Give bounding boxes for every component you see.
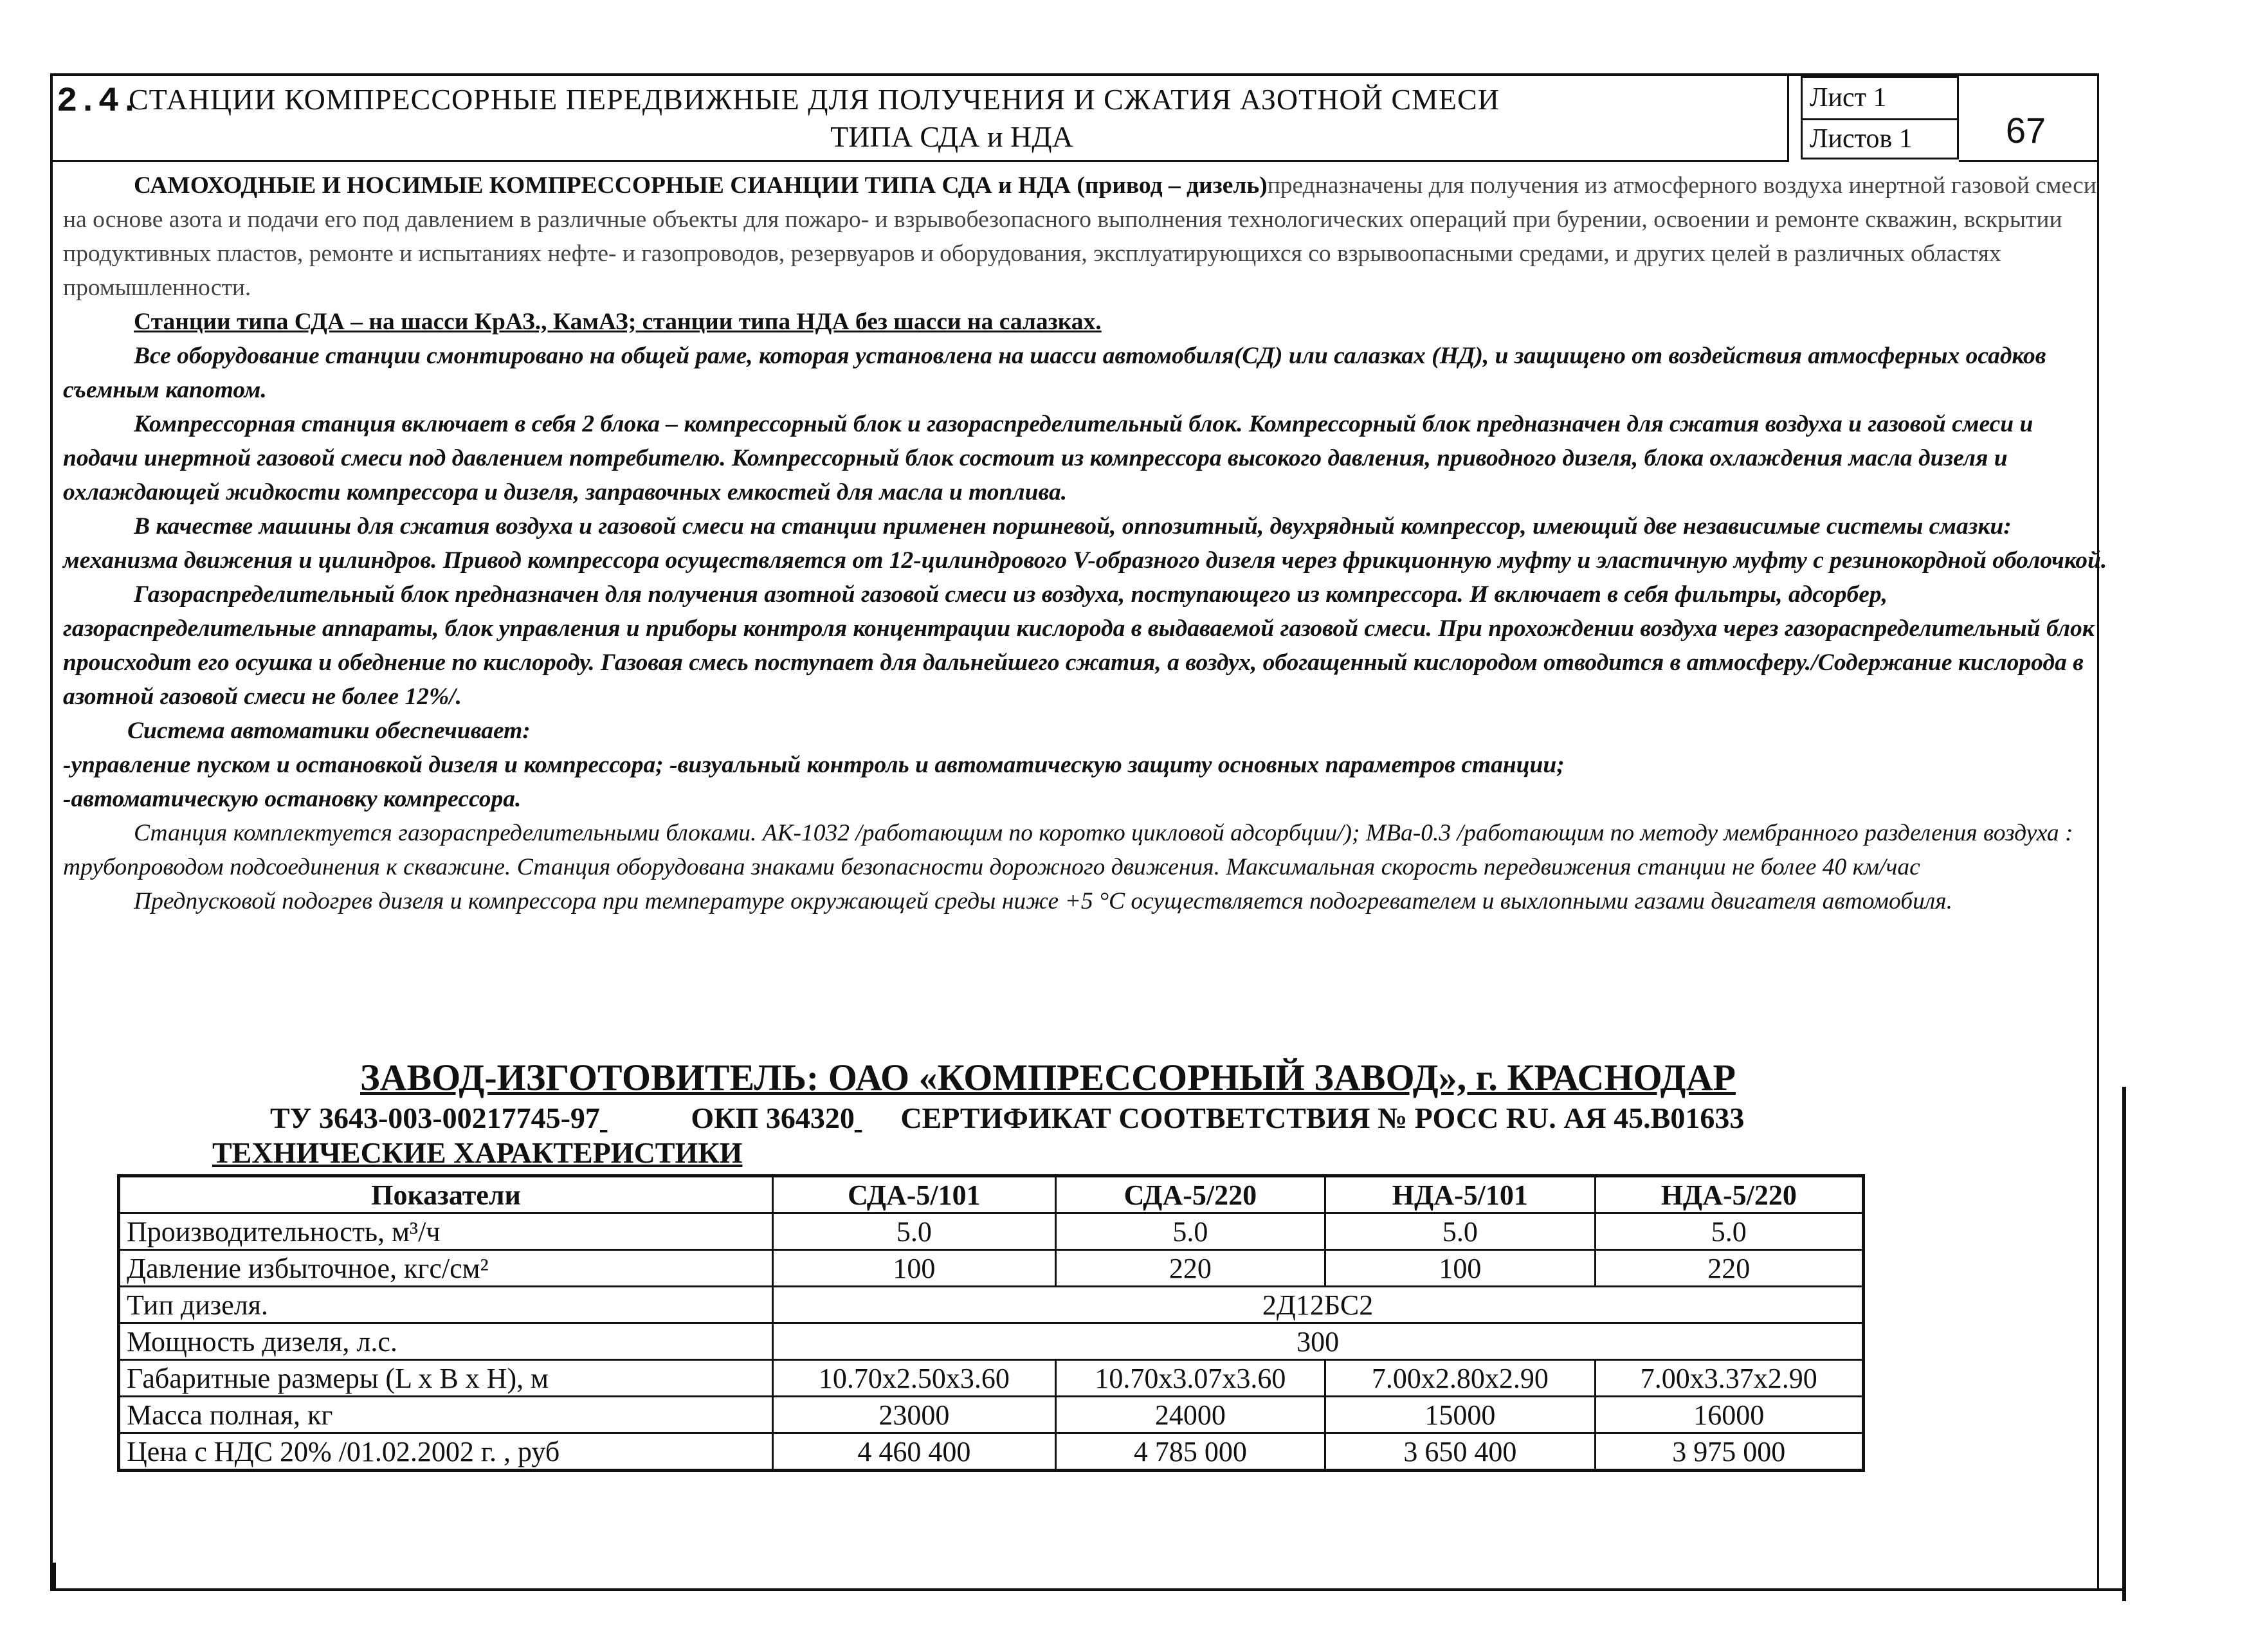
value-cell: 23000 [773, 1397, 1055, 1433]
automation-line-2: -автоматическую остановку компрессора. [63, 786, 522, 812]
table-row [119, 1250, 1864, 1287]
header-cell: НДА-5/101 [1325, 1176, 1595, 1213]
header-cell: СДА-5/101 [773, 1176, 1055, 1213]
table-row [119, 1287, 1864, 1323]
certificate-code: СЕРТИФИКАТ СООТВЕТСТВИЯ № РОСС RU. АЯ 45.В01633 [900, 1102, 1745, 1134]
value-cell: 5.0 [1595, 1213, 1863, 1250]
value-cell: 5.0 [1325, 1213, 1595, 1250]
description-body [63, 168, 2108, 918]
header-cell: НДА-5/220 [1595, 1176, 1863, 1213]
value-cell: 16000 [1595, 1397, 1863, 1433]
paragraph-compressor: В качестве машины для сжатия воздуха и газовой смеси на станции применен поршневой, оппозитный, двухрядный компрессор, имеющий две независимые системы смазки: механизма движения и цилиндров. Привод компрессора осуществляется от 12-цилиндрового V-образного дизеля через фрикционную муфту и эластичную муфту с резинокордной оболочкой. [63, 513, 2107, 574]
title-line-1: СТАНЦИИ КОМПРЕССОРНЫЕ ПЕРЕДВИЖНЫЕ ДЛЯ ПОЛУЧЕНИЯ И СЖАТИЯ АЗОТНОЙ СМЕСИ [129, 83, 1500, 116]
automation-line-1: -управление пуском и остановкой дизеля и компрессора; -визуальный контроль и автоматическую защиту основных параметров станции; [63, 752, 1565, 778]
param-cell: Производительность, м³/ч [119, 1213, 773, 1250]
bottom-border [53, 1588, 2125, 1591]
header-cell: СДА-5/220 [1055, 1176, 1325, 1213]
okp-code: ОКП 364320 [691, 1102, 855, 1134]
param-cell: Масса полная, кг [119, 1397, 773, 1433]
param-cell: Габаритные размеры (L x B x H), м [119, 1360, 773, 1397]
value-cell: 220 [1595, 1250, 1863, 1287]
intro-rest: предназначены для получения из атмосферного воздуха инертной газовой смеси на основе азота и подачи его под давлением в различные объекты для пожаро- и взрывобезопасного выполнения технологических операций при бурении, освоении и ремонте скважин, вскрытии продуктивных пластов, ремонте и испытаниях нефте- и газопроводов, резервуаров и оборудования, эксплуатирующихся со взрывоопасными средами, и других целей в различных областях промышленности. [63, 172, 2097, 301]
tech-specs-heading: ТЕХНИЧЕСКИЕ ХАРАКТЕРИСТИКИ [212, 1136, 743, 1169]
param-cell: Мощность дизеля, л.с. [119, 1323, 773, 1360]
value-cell: 100 [1325, 1250, 1595, 1287]
section-number: 2.4. [57, 82, 140, 122]
sheets-count-label: Листов 1 [1810, 124, 1913, 154]
specs-table [117, 1174, 1865, 1472]
table-row [119, 1213, 1864, 1250]
value-cell: 4 785 000 [1055, 1433, 1325, 1471]
value-cell: 4 460 400 [773, 1433, 1055, 1471]
param-cell: Цена с НДС 20% /01.02.2002 г. , руб [119, 1433, 773, 1471]
table-row [119, 1360, 1864, 1397]
intro-lead: САМОХОДНЫЕ И НОСИМЫЕ КОМПРЕССОРНЫЕ СИАНЦИИ ТИПА СДА и НДА (привод – дизель) [134, 172, 1268, 199]
value-cell: 10.70x2.50x3.60 [773, 1360, 1055, 1397]
value-cell: 5.0 [1055, 1213, 1325, 1250]
value-cell: 5.0 [773, 1213, 1055, 1250]
bottom-left-tick [53, 1563, 56, 1591]
param-cell: Тип дизеля. [119, 1287, 773, 1323]
table-row [119, 1323, 1864, 1360]
intro-paragraph [63, 168, 2108, 305]
sheet-info-divider [1801, 118, 1959, 120]
paragraph-frame: Все оборудование станции смонтировано на общей раме, которая установлена на шасси автомобиля(СД) или салазках (НД), и защищено от воздействия атмосферных осадков съемным капотом. [63, 343, 2046, 403]
value-cell: 300 [773, 1323, 1864, 1360]
paragraph-gas-block: Газораспределительный блок предназначен для получения азотной газовой смеси из воздуха, поступающего из компрессора. И включает в себя фильтры, адсорбер, газораспределительные аппараты, блок управления и приборы контроля концентрации кислорода в выдаваемой газовой смеси. При прохождении воздуха через газораспределительный блок происходит его осушка и обеднение по кислороду. Газовая смесь поступает для дальнейшего сжатия, а воздух, обогащенный кислородом отводится в атмосферу./Содержание кислорода в азотной газовой смеси не более 12%/. [63, 581, 2095, 710]
value-cell: 7.00x2.80x2.90 [1325, 1360, 1595, 1397]
automation-heading: Система автоматики обеспечивает: [127, 718, 531, 744]
value-cell: 100 [773, 1250, 1055, 1287]
value-cell: 3 975 000 [1595, 1433, 1863, 1471]
table-row [119, 1433, 1864, 1471]
scan-edge-mark [2122, 1087, 2126, 1601]
table-header-row [119, 1176, 1864, 1213]
value-cell: 10.70x3.07x3.60 [1055, 1360, 1325, 1397]
value-cell: 24000 [1055, 1397, 1325, 1433]
value-cell: 2Д12БС2 [773, 1287, 1864, 1323]
param-cell: Давление избыточное, кгс/см² [119, 1250, 773, 1287]
title-line-2: ТИПА СДА и НДА [830, 120, 1073, 153]
value-cell: 15000 [1325, 1397, 1595, 1433]
paragraph-preheat: Предпусковой подогрев дизеля и компрессора при температуре окружающей среды ниже +5 °С осуществляется подогревателем и выхлопными газами двигателя автомобиля. [134, 888, 1952, 914]
value-cell: 7.00x3.37x2.90 [1595, 1360, 1863, 1397]
chassis-note: Станции типа СДА – на шасси КрАЗ., КамАЗ; станции типа НДА без шасси на салазках. [134, 309, 1102, 335]
page-number: 67 [2005, 110, 2046, 150]
tu-code: ТУ 3643-003-00217745-97 [270, 1102, 600, 1134]
value-cell: 3 650 400 [1325, 1433, 1595, 1471]
paragraph-blocks: Компрессорная станция включает в себя 2 блока – компрессорный блок и газораспределительный блок. Компрессорный блок предназначен для сжатия воздуха и газовой смеси и подачи инертной газовой смеси под давлением потребителю. Компрессорный блок состоит из компрессора высокого давления, приводного дизеля, блока охлаждения масла дизеля и охлаждающей жидкости компрессора и дизеля, заправочных емкостей для масла и топлива. [63, 411, 2033, 505]
sheet-label: Лист 1 [1810, 83, 1887, 113]
manufacturer-line: ЗАВОД-ИЗГОТОВИТЕЛЬ: ОАО «КОМПРЕССОРНЫЙ ЗАВОД», г. КРАСНОДАР [360, 1057, 1736, 1098]
paragraph-equipment: Станция комплектуется газораспределительными блоками. АК-1032 /работающим по коротко цикловой адсорбции/); МВа-0.3 /работающим по методу мембранного разделения воздуха : трубопроводом подсоединения к скважине. Станция оборудована знаками безопасности дорожного движения. Максимальная скорость передвижения станции не более 40 км/час [63, 820, 2073, 880]
table-row [119, 1397, 1864, 1433]
certification-row [270, 1101, 1744, 1135]
value-cell: 220 [1055, 1250, 1325, 1287]
header-cell: Показатели [119, 1176, 773, 1213]
